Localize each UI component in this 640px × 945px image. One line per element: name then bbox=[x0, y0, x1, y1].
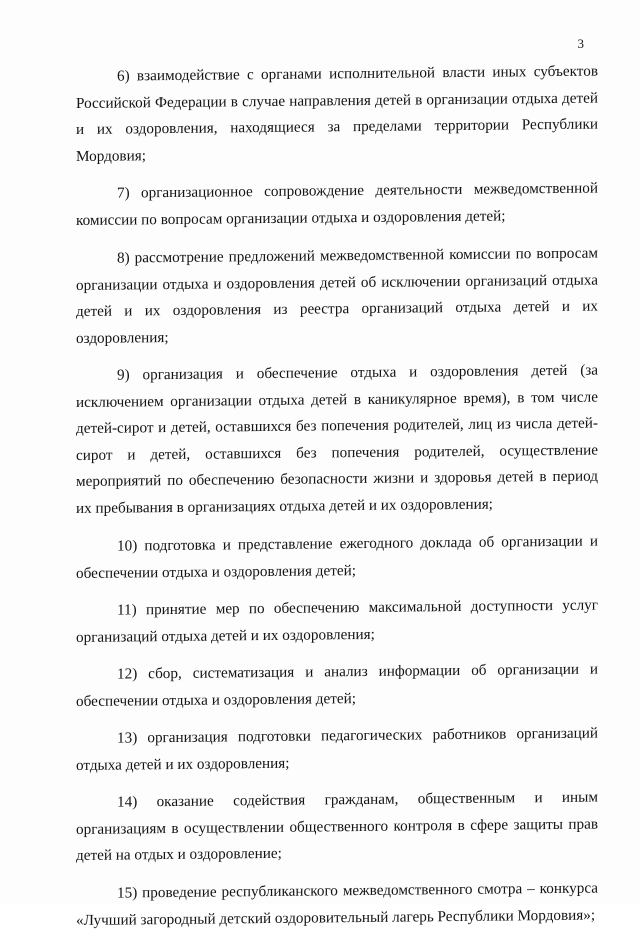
list-item-10: 10) подготовка и представление ежегодного доклада об организации и обеспечении отдыха и оздоровления детей; bbox=[76, 532, 598, 582]
list-item-14: 14) оказание содействия гражданам, общественным и иным организациям в осуществлении общественного контроля в сфере защиты прав детей на отдых и оздоровление; bbox=[76, 788, 598, 865]
list-item-11: 11) принятие мер по обеспечению максимальной доступности услуг организаций отдыха детей и их оздоровления; bbox=[76, 596, 598, 646]
list-item-13: 13) организация подготовки педагогических работников организаций отдыха детей и их оздоровления; bbox=[76, 724, 598, 774]
list-item-7: 7) организационное сопровождение деятельности межведомственной комиссии по вопросам организации отдыха и оздоровления детей; bbox=[76, 179, 598, 229]
page-number: 3 bbox=[577, 36, 584, 51]
list-item-12: 12) сбор, систематизация и анализ информации об организации и обеспечении отдыха и оздоровления детей; bbox=[76, 660, 598, 710]
list-item-6: 6) взаимодействие с органами исполнительной власти иных субъектов Российской Федерации в случае направления детей в организации отдыха детей и их оздоровления, находящиеся за пределами территории Республики Мордовия; bbox=[76, 62, 598, 165]
list-item-8: 8) рассмотрение предложений межведомственной комиссии по вопросам организации отдыха и оздоровления детей об исключении организаций отдыха детей и их оздоровления из реестра организаций отдыха детей и их оздоровления; bbox=[76, 244, 598, 347]
list-item-9: 9) организация и обеспечение отдыха и оздоровления детей (за исключением организации отдыха детей в каникулярное время), в том числе детей-сирот и детей, оставшихся без попечения родителей, лиц из числа детей-сирот и детей, оставшихся без попечения родителей, осуществление мероприятий по обеспечению безопасности жизни и здоровья детей в период их пребывания в организациях отдыха детей и их оздоровления; bbox=[76, 361, 598, 517]
document-body bbox=[76, 64, 598, 945]
list-item-15: 15) проведение республиканского межведомственного смотра – конкурса «Лучший загородный детский оздоровительный лагерь Республики Мордовия»; bbox=[76, 879, 598, 929]
